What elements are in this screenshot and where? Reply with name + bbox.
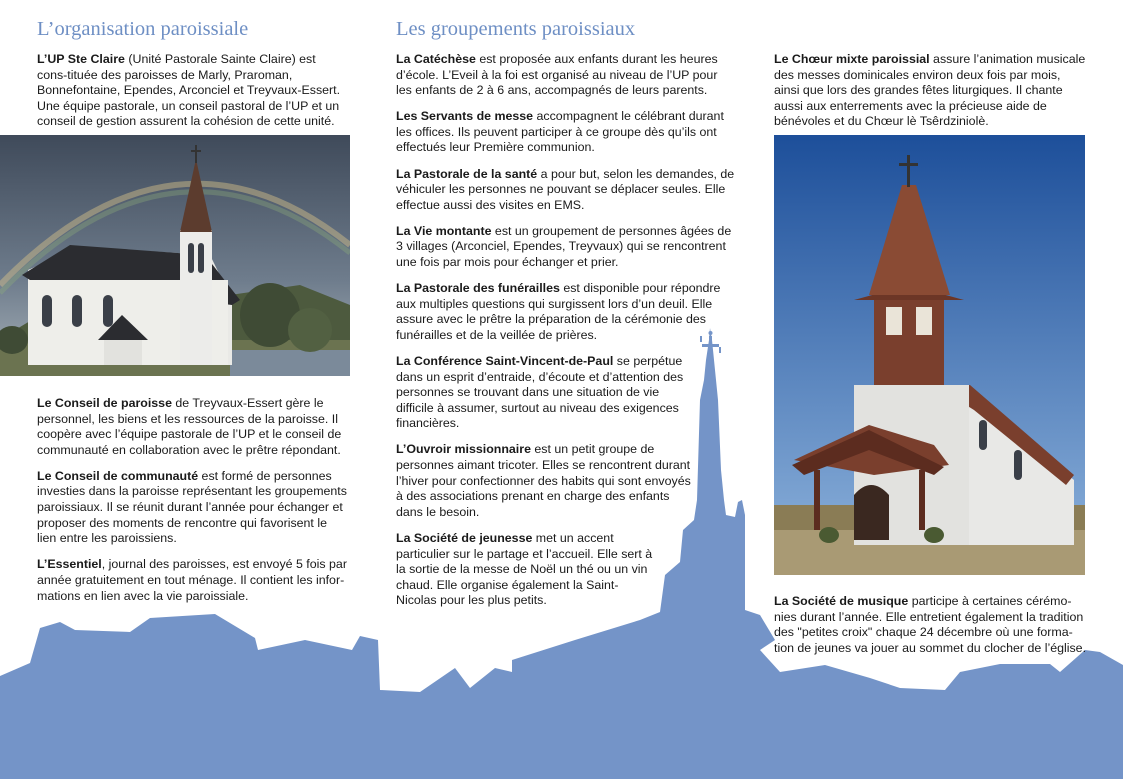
paragraph-catechese: La Catéchèse est proposée aux enfants durant les heures d’école. L’Eveil à la foi est organisé au niveau de l’UP pour les enfants de 2 à 6 ans, accompagnés de leurs parents. [396, 52, 718, 98]
left-column [37, 0, 349, 779]
paragraph-choeur-mixte: Le Chœur mixte paroissial assure l’animation musicale des messes dominicales environ deux fois par mois, ainsi que lors des grandes fêtes liturgiques. Il chante aussi aux enterrements avec la précieuse aide de bénévoles et du Chœur lè Tsêrdziniolè. [774, 52, 1086, 129]
paragraph-up-ste-claire: L’UP Ste Claire (Unité Pastorale Sainte Claire) est cons-tituée des paroisses de Marly, Praroman, Bonnefontaine, Ependes, Arconciel et Treyvaux-Essert. Une équipe pastorale, un conseil pastoral de l’UP et un conseil de gestion assurent la cohésion de cette unité. [37, 52, 341, 129]
paragraph-essentiel-journal: L’Essentiel, journal des paroisses, est envoyé 5 fois par année gratuitement en tout ménage. Il contient les infor-mations en lien avec la vie paroissiale. [37, 557, 347, 603]
paragraph-saint-vincent-de-paul: La Conférence Saint-Vincent-de-Paul se perpétue dans un esprit d’entraide, d’écoute et d’attention des personnes se trouvant dans une situation de vie difficile à assumer, surtout au niveau des exigences financières. [396, 354, 684, 431]
paragraph-societe-musique: La Société de musique participe à certaines cérémo-nies durant l’année. Elle entretient également la tradition des "petites croix" chaque 24 décembre où une forma-tion de jeunes va jouer au sommet du clocher de l’église. [774, 594, 1087, 655]
section-heading-groupements: Les groupements paroissiaux [396, 18, 636, 40]
paragraph-vie-montante: La Vie montante est un groupement de personnes âgées de 3 villages (Arconciel, Ependes, Treyvaux) qui se rencontrent une fois par mois pour échanger et prier. [396, 223, 732, 270]
paragraph-societe-jeunesse: La Société de jeunesse met un accent particulier sur le partage et l’accueil. Elle sert à la sortie de la messe de Noël un thé ou un vin chaud. Elle organise également la Saint-Nicolas pour les plus petits. [396, 530, 653, 608]
paragraph-pastorale-sante: La Pastorale de la santé a pour but, selon les demandes, de véhiculer les personnes ne pouvant se déplacer seules. Elle effectue aussi des visites en EMS. [396, 166, 735, 212]
chapel-photo [774, 135, 1085, 575]
paragraph-conseil-paroisse: Le Conseil de paroisse de Treyvaux-Essert gère le personnel, les biens et les ressources de la paroisse. Il coopère avec l’équipe pastorale de l’UP et le conseil de communauté en collaboration avec le prêtre répondant. [37, 396, 342, 457]
paragraph-ouvroir-missionnaire: L’Ouvroir missionnaire est un petit groupe de personnes aimant tricoter. Elles se rencontrent durant l’hiver pour confectionner des habits qui sont envoyés à des associations prenant en charge des enfants dans le besoin. [396, 442, 691, 519]
paragraph-pastorale-funerailles: La Pastorale des funérailles est disponible pour répondre aux multiples questions qui surgissent lors d’un deuil. Elle assure avec le prêtre la préparation de la cérémonie des funérailles et de la veillée de prières. [396, 281, 721, 342]
section-heading-organisation: L’organisation paroissiale [37, 18, 249, 40]
paragraph-conseil-communaute: Le Conseil de communauté est formé de personnes investies dans la paroisse représentant les groupements paroissiaux. Il se réunit durant l’année pour échanger et proposer des moments de rencontre qui favorisent le lien entre les paroissiens. [37, 468, 347, 546]
paragraph-servants-messe: Les Servants de messe accompagnent le célébrant durant les offices. Ils peuvent participer à ce groupe dès qu’ils ont effectués leur Première communion. [396, 109, 724, 155]
church-rainbow-photo [0, 135, 350, 376]
